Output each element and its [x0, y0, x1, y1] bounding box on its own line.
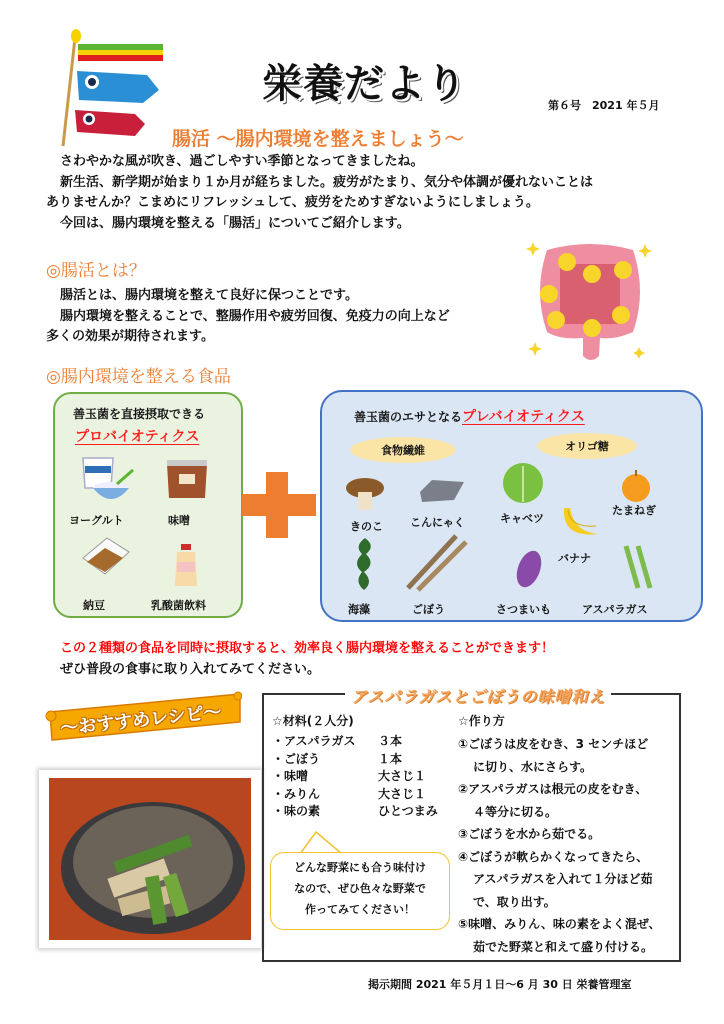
speech-line: どんな野菜にも合う味付け [294, 861, 426, 874]
step-1-cont: に切り、水にさらす。 [473, 759, 593, 774]
cabbage-icon [500, 462, 546, 504]
probiotics-intro: 善玉菌を直接摂取できる [73, 407, 206, 421]
issue-number: 第６号 2021 年５月 [548, 99, 660, 112]
step-5: ⑤味噌、みりん、味の素をよく混ぜ、 [458, 917, 661, 931]
newsletter-title: 栄養だより [262, 61, 467, 107]
seaweed-icon [352, 536, 378, 592]
prebiotics-panel [320, 390, 703, 622]
ingredient-name: ・味の素 [272, 804, 321, 818]
step-2: ②アスパラガスは根元の皮をむき、 [458, 782, 648, 796]
food-label-konjac: こんにゃく [410, 516, 465, 529]
food-label-banana: バナナ [558, 552, 591, 565]
about-line: 腸活とは、腸内環境を整えて良好に保つことです。 [60, 288, 358, 303]
ingredient-amount: ひとつまみ [378, 804, 438, 818]
category-dietary-fiber: 食物繊維 [350, 437, 456, 463]
banana-icon [560, 504, 602, 544]
ingredient-name: ・味噌 [272, 769, 309, 783]
recipe-banner-label: ～おすすめレシピ～ [59, 701, 223, 740]
step-4-cont2: で、取り出す。 [473, 894, 556, 909]
about-line: 腸内環境を整えることで、整腸作用や疲労回復、免疫力の向上など [60, 308, 450, 324]
lactic-drink-icon [173, 544, 199, 588]
step-5-cont: 茹でた野菜と和えて盛り付ける。 [473, 939, 654, 954]
yogurt-icon [77, 454, 137, 506]
burdock-icon [404, 532, 472, 592]
mushroom-icon [344, 476, 386, 512]
ingredient-amount: 大さじ１ [378, 786, 427, 801]
posting-period: 掲示期間 2021 年５月１日～6 月 30 日 栄養管理室 [368, 978, 632, 991]
dish-image [49, 778, 251, 940]
food-label-burdock: ごぼう [412, 603, 445, 616]
page-subtitle: 腸活 ～腸内環境を整えましょう～ [172, 128, 464, 150]
ingredients-list [272, 733, 438, 821]
ingredient-row [272, 733, 438, 751]
intro-text [46, 152, 696, 234]
step-4-cont: アスパラガスを入れて１分ほど茹 [473, 872, 653, 886]
category-oligosaccharide: オリゴ糖 [537, 433, 637, 459]
ingredients-heading: ☆材料(２人分) [272, 714, 354, 728]
koinobori-illustration [55, 28, 165, 148]
plus-icon [242, 472, 316, 538]
food-label-yogurt: ヨーグルト [69, 514, 124, 527]
about-line: 多くの効果が期待されます。 [46, 329, 214, 344]
intro-line: 新生活、新学期が始まり１か月が経ちました。疲労がたまり、気分や体調が優れないことは [60, 174, 594, 190]
step-1: ①ごぼうは皮をむき、3 センチほど [458, 737, 649, 751]
food-label-sweet-potato: さつまいも [496, 603, 551, 616]
food-label-seaweed: 海藻 [348, 603, 370, 616]
ingredient-row [272, 803, 438, 821]
about-text [46, 286, 526, 348]
ingredient-amount: ３本 [378, 734, 403, 748]
speech-line: 作ってみてください！ [305, 903, 415, 916]
prebiotics-intro: 善玉菌のエサとなる [354, 410, 463, 424]
konjac-icon [418, 478, 466, 504]
probiotics-title: プロバイオティクス [75, 429, 200, 445]
callout-black: ぜひ普段の食事に取り入れてみてください。 [60, 662, 321, 677]
ingredient-row [272, 768, 438, 786]
prebiotics-title: プレバイオティクス [462, 409, 585, 425]
recipe-title: アスパラガスとごぼうの味噌和え [345, 684, 611, 707]
steps-heading: ☆作り方 [458, 714, 505, 728]
steps-list [458, 733, 678, 958]
probiotics-panel [53, 392, 243, 618]
section-heading-about: ◎腸活とは？ [46, 261, 146, 281]
intro-line: ありませんか？こまめにリフレッシュして、疲労をためすぎないようにしましょう。 [46, 195, 539, 210]
natto-icon [77, 534, 133, 580]
ingredient-row [272, 786, 438, 804]
speech-bubble-tail [298, 830, 358, 854]
section-heading-foods: ◎腸内環境を整える食品 [46, 367, 231, 387]
callout-red: この２種類の食品を同時に摂取すると、効率良く腸内環境を整えることができます！ [60, 641, 555, 656]
ingredient-row [272, 751, 438, 769]
food-label-mushroom: きのこ [350, 520, 383, 533]
miso-icon [163, 456, 211, 502]
asparagus-icon [620, 544, 654, 590]
food-label-lactic-drink: 乳酸菌飲料 [151, 599, 206, 612]
food-label-onion: たまねぎ [612, 504, 656, 517]
speech-bubble [270, 852, 450, 930]
food-label-miso: 味噌 [168, 514, 190, 527]
food-label-natto: 納豆 [83, 599, 105, 612]
intestine-illustration [525, 232, 655, 367]
ingredient-name: ・みりん [272, 786, 321, 801]
recipe-photo-frame [39, 770, 261, 948]
ingredient-amount: １本 [378, 751, 403, 766]
intro-line: さわやかな風が吹き、過ごしやすい季節となってきましたね。 [60, 154, 424, 169]
step-2-cont: ４等分に切る。 [473, 804, 558, 819]
sweet-potato-icon [514, 548, 544, 590]
intro-line: 今回は、腸内環境を整える「腸活」についてご紹介します。 [60, 215, 410, 231]
onion-icon [618, 468, 654, 502]
ingredient-amount: 大さじ１ [378, 769, 427, 783]
food-label-cabbage: キャベツ [500, 512, 544, 525]
speech-line: なので、ぜひ色々な野菜で [294, 882, 426, 895]
ingredient-name: ・アスパラガス [272, 734, 356, 748]
step-4: ④ごぼうが軟らかくなってきたら、 [458, 849, 649, 864]
ingredient-name: ・ごぼう [272, 751, 321, 766]
step-3: ③ごぼうを水から茹でる。 [458, 827, 601, 841]
recipe-photo [49, 778, 251, 940]
food-label-asparagus: アスパラガス [582, 603, 648, 616]
